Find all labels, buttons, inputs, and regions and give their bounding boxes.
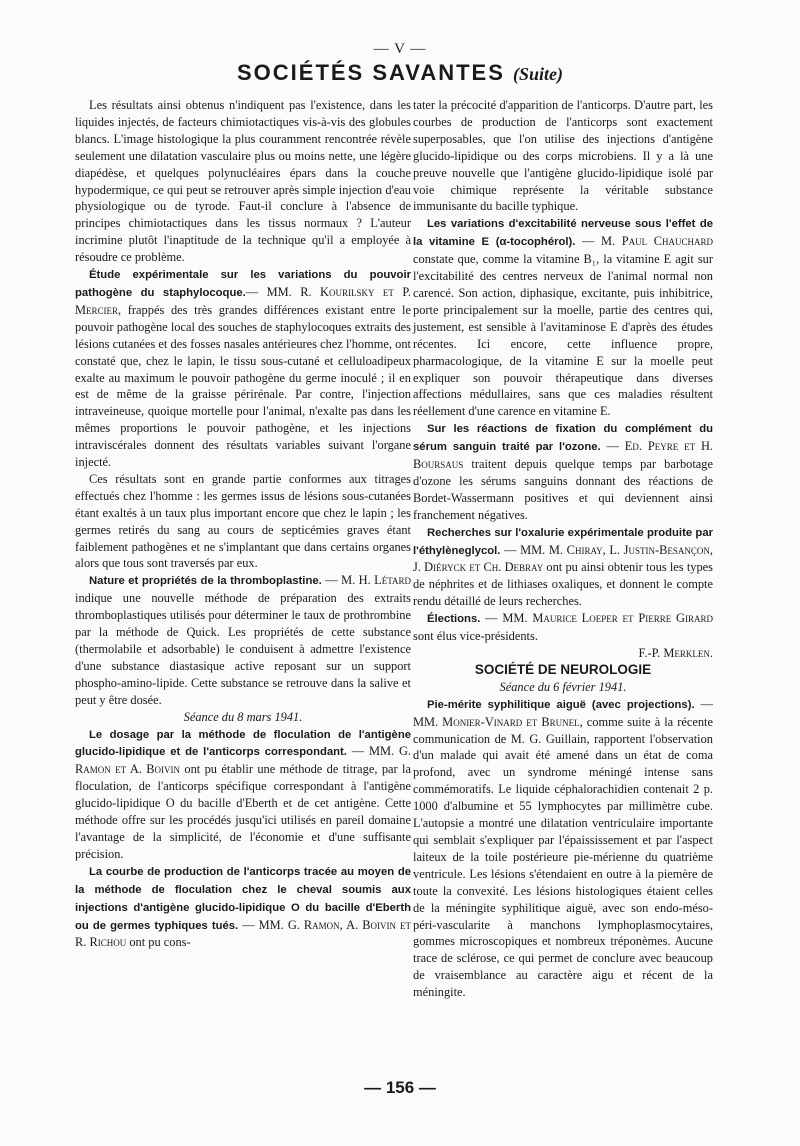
paragraph-title: Sur les réactions de fixation du complément du sérum sanguin traité par l'ozone.	[413, 423, 713, 454]
paragraph-body: traitent depuis quelque temps par barbotage d'ozone les sérums sanguins donnant des réactions de Bordet-Wassermann positives et qui deviennent ainsi franchement négatives.	[413, 457, 713, 522]
paragraph-title: Élections.	[427, 613, 481, 626]
paragraph-authors: — MM. R. Kourilsky et P. Mercier,	[75, 284, 411, 317]
title-text: SOCIÉTÉS SAVANTES	[236, 60, 505, 85]
paragraph-body: sont élus vice-présidents.	[413, 629, 538, 644]
paragraph: Les résultats ainsi obtenus n'indiquent pas l'existence, dans les liquides injectés, de facteurs chimiotactiques vis-à-vis des globules blancs. L'image histologique la plus couramment rencontrée révèle seulement une dilatation vasculaire plus ou moins nette, une légère diapédèse, et quelques polynucléaires épars dans la couche hypodermique, ce qui peut se retrouver après simple injection d'eau physiologique ou de tyrode. Faut-il conclure à l'absence de principes chimiotactiques dans les tissus normaux ? L'auteur incrimine plutôt l'inaptitude de la technique qu'il a employée à résoudre ce problème.	[75, 98, 411, 265]
paragraph-authors: — MM. G. Ramon, A. Boivin et R. Richou	[75, 917, 411, 950]
paragraph-authors: — MM. Maurice Loeper et Pierre Girard	[480, 611, 713, 626]
right-column	[413, 97, 713, 1001]
paragraph-body: ont pu établir une méthode de titrage, par la floculation, de l'anticorps spécifique correspondant à l'antigène glucido-lipidique O du bacille d'Eberth et de cet antigène. Cette méthode offre sur les procédés jusqu'ici utilisés en pareil domaine l'avantage de la simplicité, de l'économie et d'une suffisante précision.	[75, 762, 411, 861]
paragraph	[413, 610, 713, 645]
paragraph: Ces résultats sont en grande partie conformes aux titrages effectués chez l'homme : les germes issus de lésions sous-cutanées étant exaltés à un taux plus important encore que chez le lapin ; les germes retirés du sang au cours de septicémies graves étant faiblement pathogènes et ne s'implantant que dans certains organes alors que tous sont traversés par eux.	[75, 471, 411, 571]
paragraph-authors: — M. Paul Chauchard	[575, 234, 713, 249]
session-date: Séance du 6 février 1941.	[499, 679, 627, 694]
paragraph-body: constate que, comme la vitamine B₁, la vitamine E agit sur l'excitabilité des centres nerveux de l'animal normal non carencé. Son action, diphasique, excitante, puis inhibitrice, porte principalement sur la moelle, partie des centres qui, justement, est sensible à l'avitaminose E d'après des études récentes. Ici encore, cette influence propre, pharmacologique, de la vitamine E sur la moelle peut expliquer son pouvoir thérapeutique dans diverses affections médullaires, sans que ces maladies résultent réellement d'une carence en vitamine E.	[413, 252, 713, 419]
paragraph-title: Recherches sur l'oxalurie expérimentale produite par l'éthylèneglycol.	[413, 526, 713, 557]
paragraph-body: indique une nouvelle méthode de préparation des extraits thromboplastiques utilisés pour déterminer le taux de prothrombine par la méthode de Quick. Les propriétés de cette substance (thermolabile et adsorbable) le conduisent à admettre l'existence d'une substance diastasique active reposant sur un support phospho-amino-lipide. Cette substance se retrouve dans la salive et peut y être dosée.	[75, 591, 411, 707]
paragraph	[75, 726, 411, 863]
paragraph-authors: — Ed. Peyre et H. Boursaus	[413, 439, 713, 472]
signature: F.-P. Merklen.	[638, 646, 713, 660]
paragraph: tater la précocité d'apparition de l'anticorps. D'autre part, les courbes de production de l'anticorps sont exactement superposables, que l'on utilise des injections d'antigène glucido-lipidique ou des corps microbiens. Il y a là une preuve nouvelle que l'antigène glucido-lipidique isolé par voie chimique représente la véritable substance immunisante du bacille typhique.	[413, 98, 713, 214]
paragraph	[413, 215, 713, 420]
paragraph-title: Nature et propriétés de la thromboplastine.	[89, 575, 322, 588]
paragraph-authors: — MM. Monier-Vinard et Brunel,	[413, 696, 713, 729]
section-heading: SOCIÉTÉ DE NEUROLOGIE	[474, 661, 652, 677]
paragraph-title: Pie-mérite syphilitique aiguë (avec projections).	[427, 698, 695, 711]
paragraph-body: ont pu cons-	[126, 935, 191, 950]
session-date: Séance du 8 mars 1941.	[183, 709, 303, 724]
left-column	[75, 97, 411, 951]
page-number: — 156 —	[364, 1078, 436, 1097]
paragraph	[413, 420, 713, 523]
paragraph-authors: — M. H. Létard	[321, 573, 411, 588]
paragraph-body: ont pu ainsi obtenir tous les types de néphrites et de lithiases oxaliques, et donnent le compte rendu détaillé de leurs recherches.	[413, 560, 713, 609]
paragraph-authors: — MM. G. Ramon et A. Boivin	[75, 744, 411, 777]
paragraph-body: comme suite à la récente communication de M. G. Guillain, rapportent l'observation d'un malade qui avait été amené dans un état de coma profond, avec un syndrome méningé intense sans commémoratifs. Le liquide céphalorachidien contenait 2 p. 1000 d'albumine et 55 lymphocytes par millimètre cube. L'autopsie a montré une dilatation ventriculaire importante qui semblait s'expliquer par l'épaississement et par l'aspect laiteux de la toile postérieure pie-mérienne du quatrième ventricule. Les lésions s'étendaient en outre à la piemère de toute la convexité. Les lésions histologiques étaient celles de la méningite syphilitique aiguë, avec son endo-méso-péri-vascularite à manchons lymphoplasmocytaires, gommes microscopiques et nombreux tréponèmes. Aucune trace de sclérose, ce qui permet de conclure avec beaucoup de vraisemblance au caractère aigu et récent de la méningite.	[413, 714, 713, 1000]
paragraph	[75, 266, 411, 471]
paragraph	[75, 863, 411, 952]
paragraph	[413, 696, 713, 1001]
paragraph-authors: — MM. M. Chiray, L. Justin-Besançon, J. Diéryck et Ch. Debray	[413, 542, 713, 575]
title-suite: (Suite)	[513, 64, 564, 84]
page-title	[0, 60, 800, 86]
page-roman-numeral: — V —	[373, 41, 427, 57]
paragraph-title: La courbe de production de l'anticorps tracée au moyen de la méthode de floculation chez le cheval soumis aux injections d'antigène glucido-lipidique O du bacille d'Eberth ou de germes typhiques tués.	[75, 865, 411, 932]
paragraph	[413, 524, 713, 611]
paragraph-body: frappés des très grandes différences existant entre le pouvoir pathogène local des souches de staphylocoques extraits des lésions cutanées et des fosses nasales antérieures chez l'homme, ont constaté que, chez le lapin, le tissu sous-cutané et celluloadipeux exalte au maximum le pouvoir pathogène du germe inoculé ; il en est de même de la graisse périrénale. Par contre, l'injection intraveineuse, quoique mortelle pour l'animal, n'exalte pas dans les mêmes proportions le pouvoir pathogène, et les injections intraviscérales donnent des résultats variables suivant l'organe injecté.	[75, 302, 411, 470]
paragraph-title: Étude expérimentale sur les variations du pouvoir pathogène du staphylocoque.	[75, 269, 411, 299]
paragraph	[75, 572, 411, 708]
paragraph-title: Le dosage par la méthode de floculation de l'antigène glucido-lipidique et de l'anticorps correspondant.	[75, 728, 411, 759]
paragraph-title: Les variations d'excitabilité nerveuse sous l'effet de la vitamine E (α-tocophérol).	[413, 218, 713, 249]
